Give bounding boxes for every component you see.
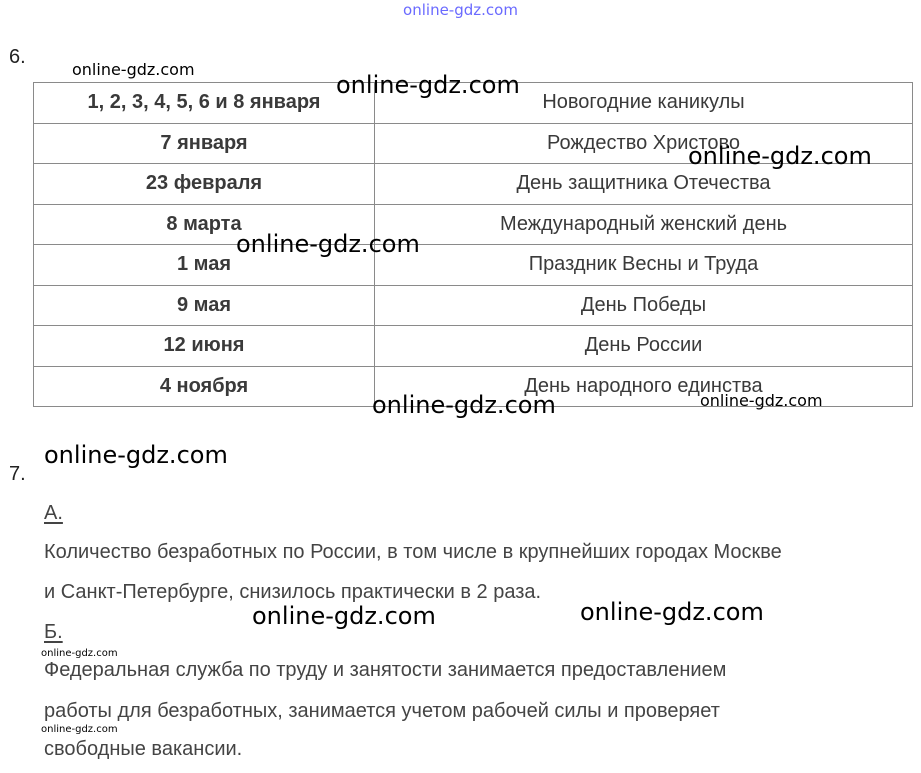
holiday-cell: День России	[375, 326, 913, 367]
date-cell: 23 февраля	[34, 164, 375, 205]
watermark: online-gdz.com	[41, 724, 118, 735]
date-cell: 12 июня	[34, 326, 375, 367]
date-cell: 9 мая	[34, 285, 375, 326]
date-cell: 4 ноября	[34, 366, 375, 407]
answer-b-line: свободные вакансии.	[44, 738, 243, 760]
date-cell: 7 января	[34, 123, 375, 164]
date-cell: 1 мая	[34, 245, 375, 286]
watermark: online-gdz.com	[252, 602, 436, 630]
header-watermark: online-gdz.com	[403, 1, 518, 19]
task-6-number: 6.	[9, 46, 26, 68]
watermark: online-gdz.com	[336, 71, 520, 99]
watermark: online-gdz.com	[44, 441, 228, 469]
table-row	[34, 204, 913, 245]
table-row	[34, 245, 913, 286]
answer-b-line: Федеральная служба по труду и занятости занимается предоставлением	[44, 659, 727, 681]
answer-a-line: Количество безработных по России, в том числе в крупнейших городах Москве	[44, 541, 782, 563]
date-cell: 1, 2, 3, 4, 5, 6 и 8 января	[34, 83, 375, 124]
date-cell: 8 марта	[34, 204, 375, 245]
watermark: online-gdz.com	[236, 230, 420, 258]
holiday-cell: Международный женский день	[375, 204, 913, 245]
table-row	[34, 285, 913, 326]
holiday-cell: День защитника Отечества	[375, 164, 913, 205]
holiday-cell: Праздник Весны и Труда	[375, 245, 913, 286]
answer-a-line: и Санкт-Петербурге, снизилось практически в 2 раза.	[44, 581, 542, 603]
answer-b-label: Б.	[44, 621, 63, 643]
holiday-cell: Рождество Христово	[375, 123, 913, 164]
watermark: online-gdz.com	[41, 648, 118, 659]
watermark: online-gdz.com	[72, 60, 195, 79]
table-row	[34, 326, 913, 367]
holidays-table	[33, 82, 913, 407]
watermark: online-gdz.com	[700, 391, 823, 410]
holiday-cell: Новогодние каникулы	[375, 83, 913, 124]
answer-a-label: А.	[44, 502, 63, 524]
holiday-cell: День Победы	[375, 285, 913, 326]
holiday-cell: День народного единства	[375, 366, 913, 407]
task-7-number: 7.	[9, 463, 26, 485]
watermark: online-gdz.com	[688, 142, 872, 170]
watermark: online-gdz.com	[372, 391, 556, 419]
watermark: online-gdz.com	[580, 598, 764, 626]
answer-b-line: работы для безработных, занимается учетом рабочей силы и проверяет	[44, 700, 720, 722]
